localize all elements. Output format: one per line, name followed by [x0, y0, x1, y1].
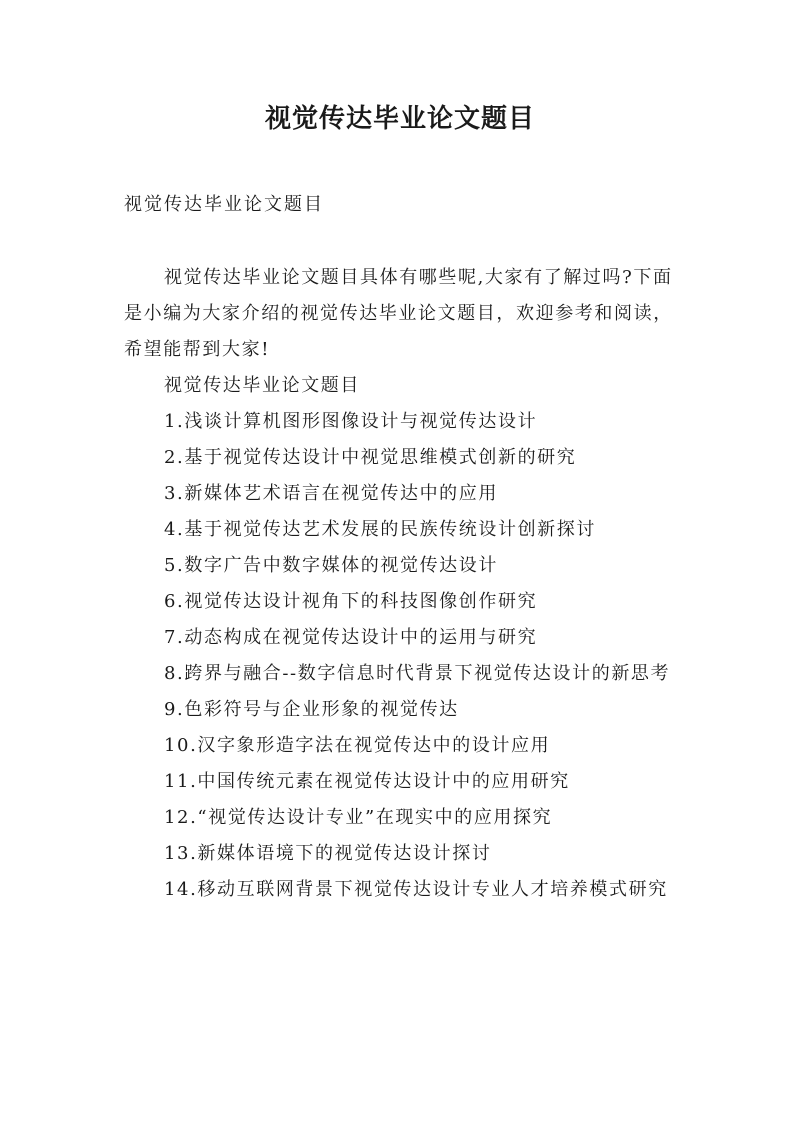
document-title: 视觉传达毕业论文题目 [264, 104, 535, 134]
topic-list [124, 404, 686, 908]
intro-paragraph: 视觉传达毕业论文题目具体有哪些呢,大家有了解过吗?下面是小编为大家介绍的视觉传达毕业论文题目，欢迎参考和阅读，希望能帮到大家! [124, 267, 673, 360]
list-item: 7.动态构成在视觉传达设计中的运用与研究 [164, 627, 538, 648]
list-item: 10.汉字象形造字法在视觉传达中的设计应用 [164, 735, 551, 756]
section-heading: 视觉传达毕业论文题目 [164, 375, 360, 396]
list-item: 8.跨界与融合--数字信息时代背景下视觉传达设计的新思考 [164, 663, 671, 684]
list-item: 14.移动互联网背景下视觉传达设计专业人才培养模式研究 [164, 879, 668, 900]
list-item: 6.视觉传达设计视角下的科技图像创作研究 [164, 591, 538, 612]
list-item: 11.中国传统元素在视觉传达设计中的应用研究 [164, 771, 570, 792]
document-subtitle: 视觉传达毕业论文题目 [124, 194, 324, 215]
document-body [124, 260, 686, 908]
list-item: 9.色彩符号与企业形象的视觉传达 [164, 699, 459, 720]
list-item: 5.数字广告中数字媒体的视觉传达设计 [164, 555, 498, 576]
list-item: 4.基于视觉传达艺术发展的民族传统设计创新探讨 [164, 519, 596, 540]
list-item: 12.“视觉传达设计专业”在现实中的应用探究 [164, 807, 553, 828]
list-item: 13.新媒体语境下的视觉传达设计探讨 [164, 843, 492, 864]
list-item: 3.新媒体艺术语言在视觉传达中的应用 [164, 483, 498, 504]
list-item: 2.基于视觉传达设计中视觉思维模式创新的研究 [164, 447, 577, 468]
list-item: 1.浅谈计算机图形图像设计与视觉传达设计 [164, 411, 538, 432]
